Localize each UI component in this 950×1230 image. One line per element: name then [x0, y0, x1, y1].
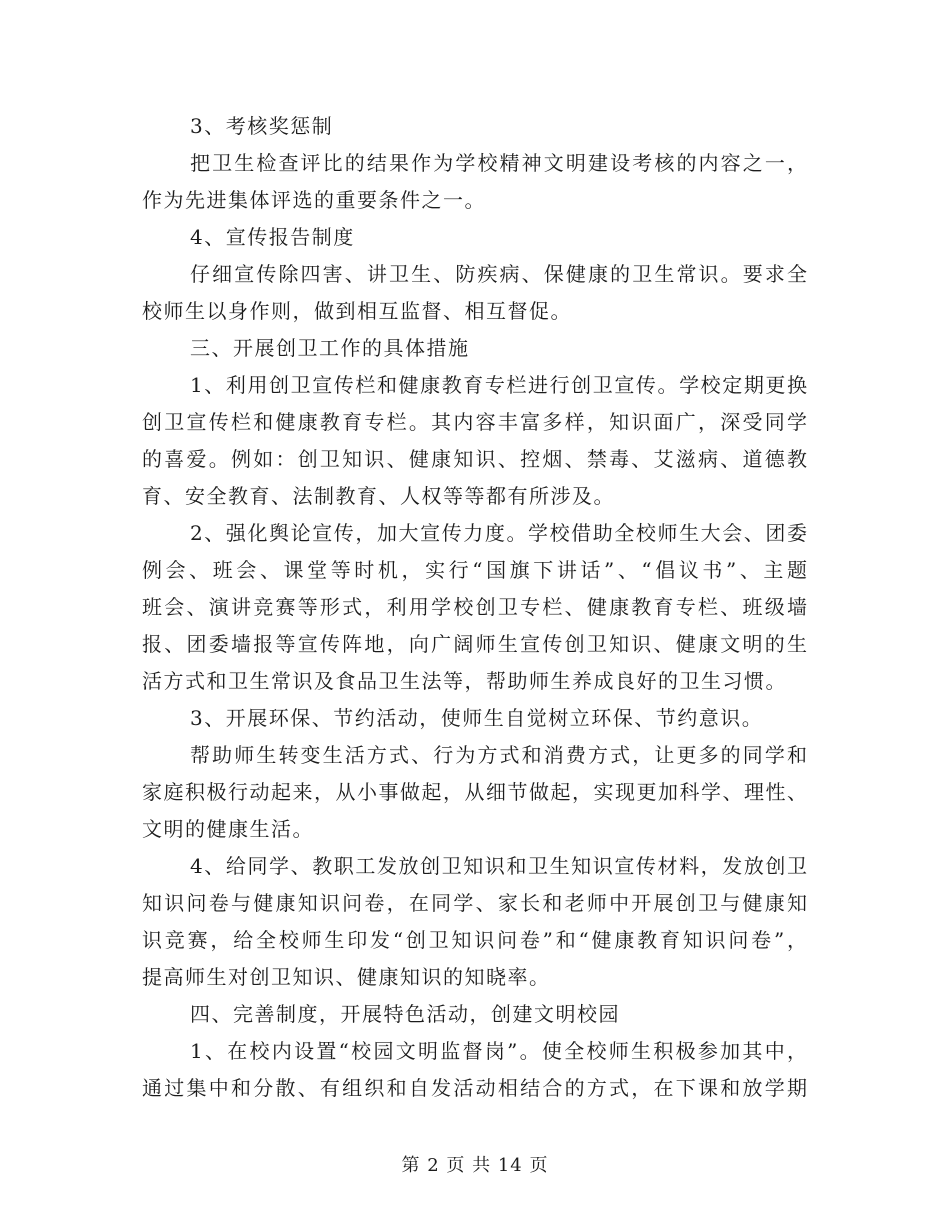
- text-line: 通过集中和分散、有组织和自发活动相结合的方式，在下课和放学期: [142, 1076, 808, 1100]
- text-line: 3、开展环保、节约活动，使师生自觉树立环保、节约意识。: [190, 706, 764, 730]
- text-line: 家庭积极行动起来，从小事做起，从细节做起，实现更加科学、理性、: [142, 780, 808, 804]
- paragraph: [142, 367, 808, 515]
- section-heading-measures: [142, 330, 808, 367]
- text-line: 4、给同学、教职工发放创卫知识和卫生知识宣传材料，发放创卫: [190, 854, 808, 878]
- paragraph: [142, 1033, 808, 1107]
- text-line: 文明的健康生活。: [142, 817, 314, 841]
- document-body: [142, 108, 808, 1107]
- section-heading-civilized-campus: [142, 996, 808, 1033]
- text-line: 识竞赛，给全校师生印发“创卫知识问卷”和“健康教育知识问卷”，: [142, 928, 808, 952]
- text-line: 创卫宣传栏和健康教育专栏。其内容丰富多样，知识面广，深受同学: [142, 410, 808, 434]
- text-line: 报、团委墙报等宣传阵地，向广阔师生宣传创卫知识、健康文明的生: [142, 632, 808, 656]
- text-line: 把卫生检查评比的结果作为学校精神文明建设考核的内容之一，: [190, 151, 808, 175]
- heading-environment-saving: [142, 700, 808, 737]
- text-line: 3、考核奖惩制: [190, 114, 334, 138]
- text-line: 育、安全教育、法制教育、人权等等都有所涉及。: [142, 484, 615, 508]
- text-line: 的喜爱。例如：创卫知识、健康知识、控烟、禁毒、艾滋病、道德教: [142, 447, 808, 471]
- text-line: 1、在校内设置“校园文明监督岗”。使全校师生积极参加其中，: [190, 1039, 808, 1063]
- heading-publicity-report: [142, 219, 808, 256]
- text-line: 1、利用创卫宣传栏和健康教育专栏进行创卫宣传。学校定期更换: [190, 373, 808, 397]
- text-line: 仔细宣传除四害、讲卫生、防疾病、保健康的卫生常识。要求全: [190, 262, 808, 286]
- text-line: 帮助师生转变生活方式、行为方式和消费方式，让更多的同学和: [190, 743, 808, 767]
- paragraph: [142, 145, 808, 219]
- text-line: 4、宣传报告制度: [190, 225, 355, 249]
- text-line: 例会、班会、课堂等时机，实行“国旗下讲话”、“倡议书”、主题: [142, 558, 808, 582]
- page-number-footer: 第 2 页 共 14 页: [401, 1155, 549, 1176]
- text-line: 校师生以身作则，做到相互监督、相互督促。: [142, 299, 572, 323]
- text-line: 知识问卷与健康知识问卷，在同学、家长和老师中开展创卫与健康知: [142, 891, 808, 915]
- paragraph: [142, 515, 808, 700]
- paragraph: [142, 737, 808, 848]
- paragraph: [142, 848, 808, 996]
- text-line: 作为先进集体评选的重要条件之一。: [142, 188, 486, 212]
- text-line: 提高师生对创卫知识、健康知识的知晓率。: [142, 965, 551, 989]
- heading-assessment-reward-penalty: [142, 108, 808, 145]
- paragraph: [142, 256, 808, 330]
- text-line: 班会、演讲竞赛等形式，利用学校创卫专栏、健康教育专栏、班级墙: [142, 595, 808, 619]
- text-line: 三、开展创卫工作的具体措施: [190, 336, 470, 360]
- text-line: 2、强化舆论宣传，加大宣传力度。学校借助全校师生大会、团委: [190, 521, 808, 545]
- text-line: 四、完善制度，开展特色活动，创建文明校园: [190, 1002, 620, 1026]
- text-line: 活方式和卫生常识及食品卫生法等，帮助师生养成良好的卫生习惯。: [142, 669, 787, 693]
